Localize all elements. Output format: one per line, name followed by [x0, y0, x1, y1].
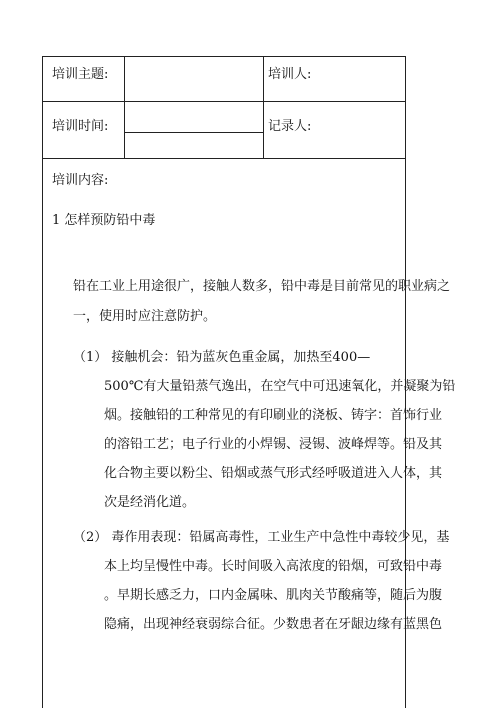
section2-line: 隐痛，出现神经衰弱综合征。少数患者在牙龈边缘有蓝黑色 [104, 617, 443, 632]
section2-line: （2） 毒作用表现：铅属高毒性，工业生产中急性中毒较少见，基 [73, 530, 450, 545]
time-label: 培训时间: [52, 119, 109, 134]
intro-line: 一，使用时应注意防护。 [73, 309, 217, 324]
topic-label: 培训主题: [52, 67, 109, 82]
table-left-border [42, 56, 43, 708]
trainer-label: 培训人: [268, 67, 312, 82]
section1-line: 500℃有大量铅蒸气逸出，在空气中可迅速氧化，并凝聚为铅 [104, 379, 456, 394]
section1-line: 化合物主要以粉尘、铅烟或蒸气形式经呼吸道进入人体，其 [104, 466, 443, 481]
row2-bottom-border [42, 158, 406, 159]
content-label: 培训内容: [52, 173, 109, 188]
section1-line: 烟。接触铅的工种常见的有印刷业的浇板、铸字：首饰行业 [104, 408, 443, 423]
intro-line: 铅在工业上用途很广，接触人数多，铅中毒是目前常见的职业病之 [73, 279, 451, 294]
col-divider-1 [124, 56, 125, 159]
row1-bottom-border [42, 101, 406, 102]
section1-line: 的溶铅工艺；电子行业的小焊锡、浸锡、波峰焊等。铅及其 [104, 437, 443, 452]
table-top-border [42, 56, 406, 57]
row2-mid-line [124, 132, 263, 133]
section-heading: 1 怎样预防铅中毒 [52, 213, 156, 228]
section2-line: 。早期长感乏力，口内金属味、肌肉关节酸痛等，随后为腹 [104, 588, 443, 603]
section1-line: （1） 接触机会：铅为蓝灰色重金属，加热至400— [73, 350, 371, 365]
col-divider-2 [263, 56, 264, 159]
recorder-label: 记录人: [268, 119, 312, 134]
section2-line: 本上均呈慢性中毒。长时间吸入高浓度的铅烟，可致铅中毒 [104, 559, 443, 574]
section1-line: 次是经消化道。 [104, 495, 196, 510]
